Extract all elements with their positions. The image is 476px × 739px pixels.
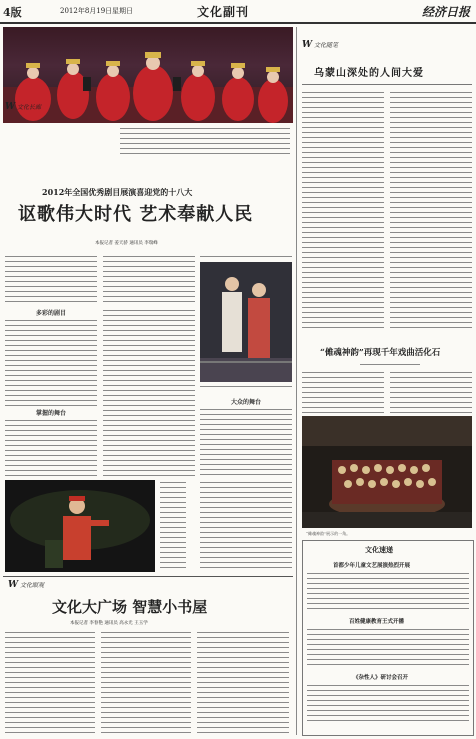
right-body-col-1 [302,90,384,330]
mask-exhibit-figure [302,416,472,528]
performers-figure [200,262,292,382]
right-body-col-2 [390,90,472,330]
story-body-col-1c [5,418,97,476]
news-item-1-body [307,571,469,613]
relics-body-col-1 [302,370,384,414]
right-headline: 乌蒙山深处的人间大爱 [314,68,424,79]
section-title: 文化副刊 [197,5,250,19]
story-body-col-1d [160,480,186,572]
story-body-col-3 [200,254,292,260]
column-name: 文化长廊 [17,104,42,111]
bottom-body-col-2 [101,630,191,735]
story-body-col-2b [103,308,195,476]
column-divider [296,27,297,735]
news-box-title: 文化速递 [365,545,393,554]
news-item-2-title: 百姓健康教育王式开播 [349,619,405,625]
story-body-col-1 [5,254,97,304]
bottom-body-col-3 [197,630,289,735]
dancers-figure [3,27,293,123]
right-headline-rule [302,84,472,85]
bottom-body-col-1 [5,630,95,735]
news-item-3-title: 《杂性人》研讨会召开 [353,675,409,681]
subhead-3: 大众的舞台 [230,399,261,406]
singer-photo [5,480,155,572]
story-body-col-1b [5,318,97,406]
issue-date: 2012年8月19日 [60,7,113,15]
column-name-3: 文化随笔 [314,42,339,49]
performers-photo [200,262,292,382]
column-label-culture-observation: W 文化眼观 [8,580,45,590]
bottom-byline: 本报记者 李春艳 通讯员 高永光 王玉学 [70,621,148,626]
relics-body-col-2 [390,370,472,414]
column-name-2: 文化眼观 [20,582,45,589]
relics-byline [360,362,420,367]
story-body-col-3c [200,480,292,572]
subhead-2: 掌握的舞台 [35,410,66,417]
story-body-col-3b [200,407,292,476]
bottom-headline: 文化大广场 智慧小书屋 [52,598,208,616]
news-box [302,540,474,736]
page-number: 4版 [3,6,22,19]
story-headline: 讴歌伟大时代 艺术奉献人民 [18,204,254,225]
subhead-1: 多彩的剧目 [35,310,66,317]
issue-weekday: 星期日 [112,7,133,15]
column-label-culture-corridor: W 文化长廊 [5,102,42,112]
news-item-1-title: 首都少年儿童文艺展演热烈开展 [333,563,411,569]
singer-figure [5,480,155,572]
performance-photo [3,27,293,123]
relics-headline: “傩魂神韵”再现千年戏曲活化石 [320,348,441,358]
relics-photo [302,416,472,528]
page-header [0,0,476,24]
photo-caption [200,384,292,390]
story-body-col-2 [103,254,195,304]
paper-logo: 经济日报 [422,5,471,19]
relics-caption: “傩魂神韵”展示的一角。 [306,531,351,536]
divider-bottom [3,576,293,577]
news-item-3-body [307,683,469,723]
story-byline: 本报记者 姜天骄 通讯员 李瑞峰 [95,241,158,246]
news-item-2-body [307,627,469,669]
intro-note [120,126,290,158]
story-kicker: 2012年全国优秀剧目展演喜迎党的十八大 [42,187,193,197]
column-label-culture-essay: W 文化随笔 [302,40,339,50]
